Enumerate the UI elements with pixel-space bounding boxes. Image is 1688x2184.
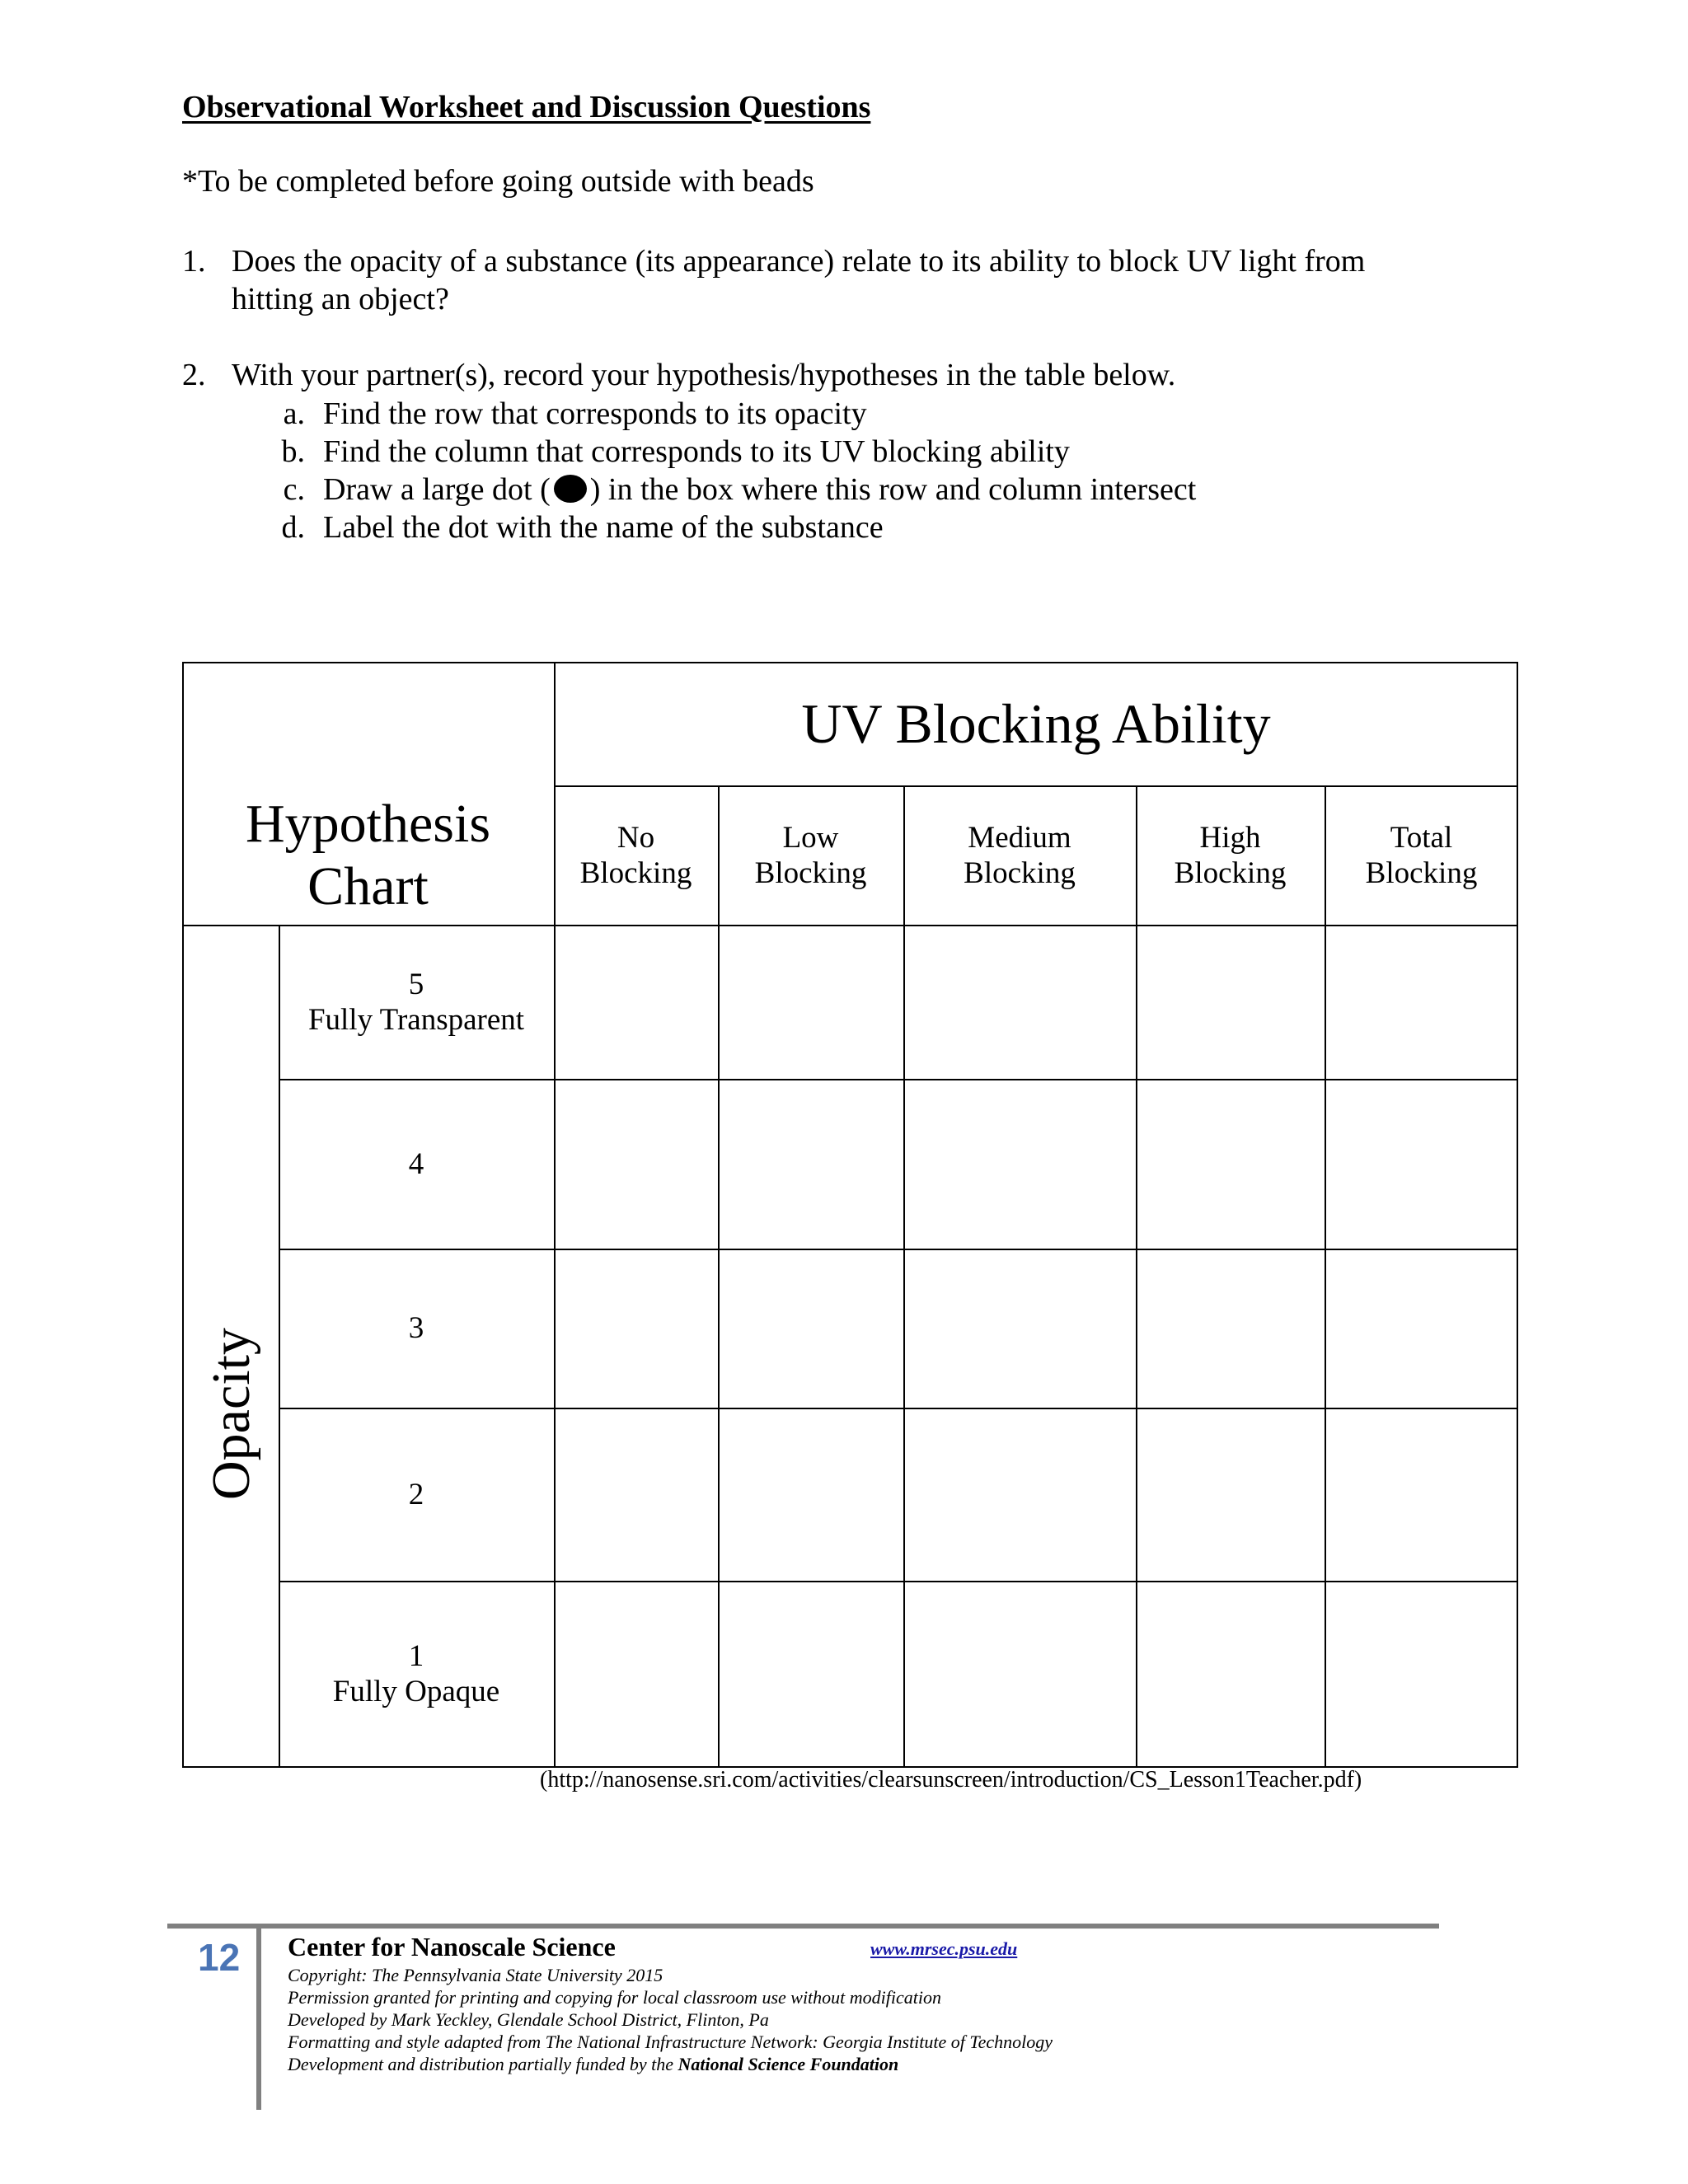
column-header-line: Low	[782, 820, 839, 855]
step-text-pre: Draw a large dot (	[323, 472, 551, 507]
opacity-side-header-cell	[182, 925, 279, 1768]
column-header-line: Blocking	[964, 855, 1076, 890]
row-label-5	[279, 925, 554, 1079]
column-header-line: Blocking	[1365, 855, 1478, 890]
row-label-number: 1	[408, 1638, 424, 1673]
step-letter: a.	[283, 396, 305, 431]
column-header-low-blocking	[718, 785, 903, 925]
footer-developer: Developed by Mark Yeckley, Glendale School District, Flinton, Pa	[288, 2009, 769, 2030]
uv-blocking-header: UV Blocking Ability	[801, 691, 1271, 755]
hypothesis-chart	[182, 662, 1518, 1768]
row-label-number: 4	[408, 1146, 424, 1181]
heading-line-2: Chart	[307, 855, 429, 916]
instruction-note: *To be completed before going outside with beads	[182, 164, 814, 199]
column-header-high-blocking	[1136, 785, 1325, 925]
hypothesis-chart-heading	[182, 785, 554, 925]
footer-funding	[288, 2054, 898, 2075]
footer-formatting: Formatting and style adapted from The National Infrastructure Network: Georgia Institute of Technology	[288, 2032, 1053, 2052]
chart-col-line	[903, 785, 905, 1768]
row-label-number: 2	[408, 1477, 424, 1511]
question-number: 1.	[182, 244, 206, 279]
footer-org-name: Center for Nanoscale Science	[288, 1932, 616, 1961]
footer-funding-prefix: Development and distribution partially funded by the	[288, 2054, 678, 2074]
footer-rule	[167, 1924, 1439, 1929]
footer-url-link[interactable]: www.mrsec.psu.edu	[870, 1938, 1018, 1959]
chart-col-line	[1325, 785, 1326, 1768]
large-dot-icon	[554, 475, 587, 503]
opacity-side-header: Opacity	[201, 1328, 261, 1500]
question-number: 2.	[182, 358, 206, 392]
row-label-number: 5	[408, 967, 424, 1001]
row-label-1	[279, 1581, 554, 1766]
step-letter: d.	[281, 510, 305, 545]
footer-funding-org: National Science Foundation	[678, 2054, 899, 2074]
step-text: Find the row that corresponds to its opacity	[323, 396, 867, 431]
step-letter: b.	[281, 434, 305, 469]
column-header-line: Medium	[968, 820, 1071, 855]
column-header-line: No	[617, 820, 655, 855]
column-header-line: Blocking	[1174, 855, 1287, 890]
row-label-3	[279, 1249, 554, 1408]
column-header-line: Total	[1390, 820, 1453, 855]
column-header-total-blocking	[1325, 785, 1518, 925]
question-text: With your partner(s), record your hypothesis/hypotheses in the table below.	[232, 358, 1176, 392]
chart-col-line	[718, 785, 720, 1768]
row-label-text: Fully Transparent	[307, 1002, 525, 1037]
step-text: Label the dot with the name of the substance	[323, 510, 884, 545]
row-label-text: Fully Opaque	[332, 1674, 500, 1708]
step-letter: c.	[283, 472, 305, 507]
source-citation: (http://nanosense.sri.com/activities/clearsunscreen/introduction/CS_Lesson1Teacher.pdf)	[540, 1767, 1362, 1793]
row-label-2	[279, 1408, 554, 1581]
step-text-post: ) in the box where this row and column intersect	[589, 472, 1197, 507]
page-title: Observational Worksheet and Discussion Questions	[182, 90, 871, 124]
column-header-line: Blocking	[579, 855, 692, 890]
chart-col-line	[1136, 785, 1137, 1768]
footer-copyright: Copyright: The Pennsylvania State University 2015	[288, 1965, 663, 1985]
question-text: Does the opacity of a substance (its appearance) relate to its ability to block UV light from hitting an object?	[232, 244, 1366, 316]
footer-permission: Permission granted for printing and copying for local classroom use without modification	[288, 1987, 941, 2008]
column-header-line: Blocking	[754, 855, 867, 890]
step-text	[323, 471, 1196, 509]
page-number: 12	[198, 1936, 241, 1979]
heading-line-1: Hypothesis	[246, 793, 490, 854]
column-header-no-blocking	[554, 785, 718, 925]
column-header-line: High	[1199, 820, 1261, 855]
footer-divider	[256, 1929, 261, 2110]
row-label-4	[279, 1079, 554, 1249]
step-text: Find the column that corresponds to its UV blocking ability	[323, 434, 1070, 469]
row-label-number: 3	[408, 1311, 424, 1345]
column-header-medium-blocking	[903, 785, 1136, 925]
